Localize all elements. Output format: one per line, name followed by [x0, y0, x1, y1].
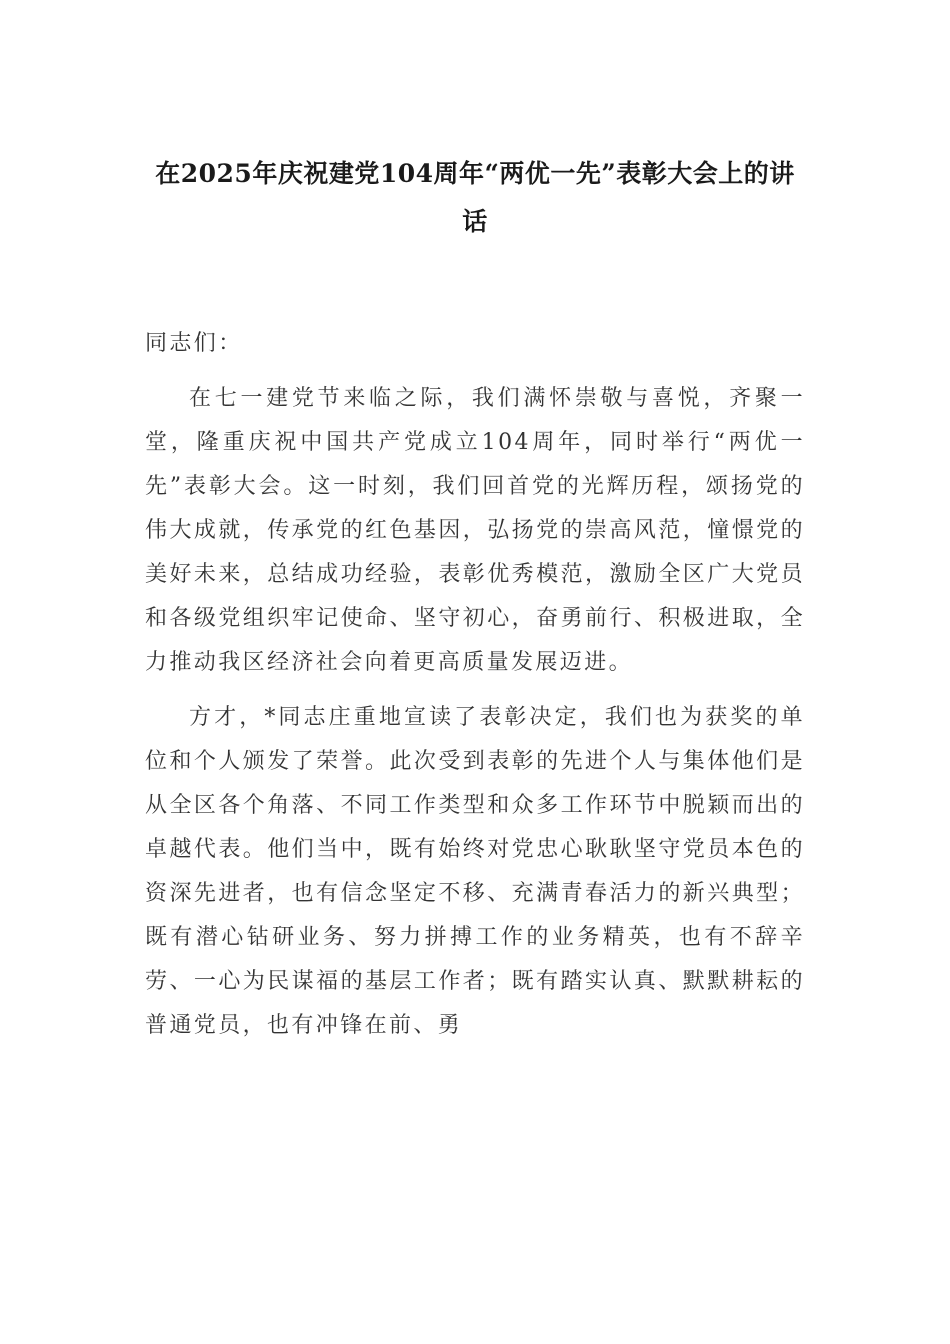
salutation: 同志们： — [145, 331, 243, 356]
paragraph-1: 在七一建党节来临之际，我们满怀崇敬与喜悦，齐聚一堂，隆重庆祝中国共产党成立104周年，同时举行“两优一先”表彰大会。这一时刻，我们回首党的光辉历程，颂扬党的伟大成就，传承党的红色基因，弘扬党的崇高风范，憧憬党的美好未来，总结成功经验，表彰优秀模范，激励全区广大党员和各级党组织牢记使命、坚守初心，奋勇前行、积极进取，全力推动我区经济社会向着更高质量发展迈进。 — [145, 386, 805, 675]
document-body — [145, 322, 805, 1059]
paragraph-2: 方才，*同志庄重地宣读了表彰决定，我们也为获奖的单位和个人颁发了荣誉。此次受到表彰的先进个人与集体他们是从全区各个角落、不同工作类型和众多工作环节中脱颖而出的卓越代表。他们当中，既有始终对党忠心耿耿坚守党员本色的资深先进者，也有信念坚定不移、充满青春活力的新兴典型；既有潜心钻研业务、努力拼搏工作的业务精英，也有不辞辛劳、一心为民谋福的基层工作者；既有踏实认真、默默耕耘的普通党员，也有冲锋在前、勇 — [145, 705, 805, 1038]
document-title: 在2025年庆祝建党104周年“两优一先”表彰大会上的讲话 — [155, 159, 795, 236]
